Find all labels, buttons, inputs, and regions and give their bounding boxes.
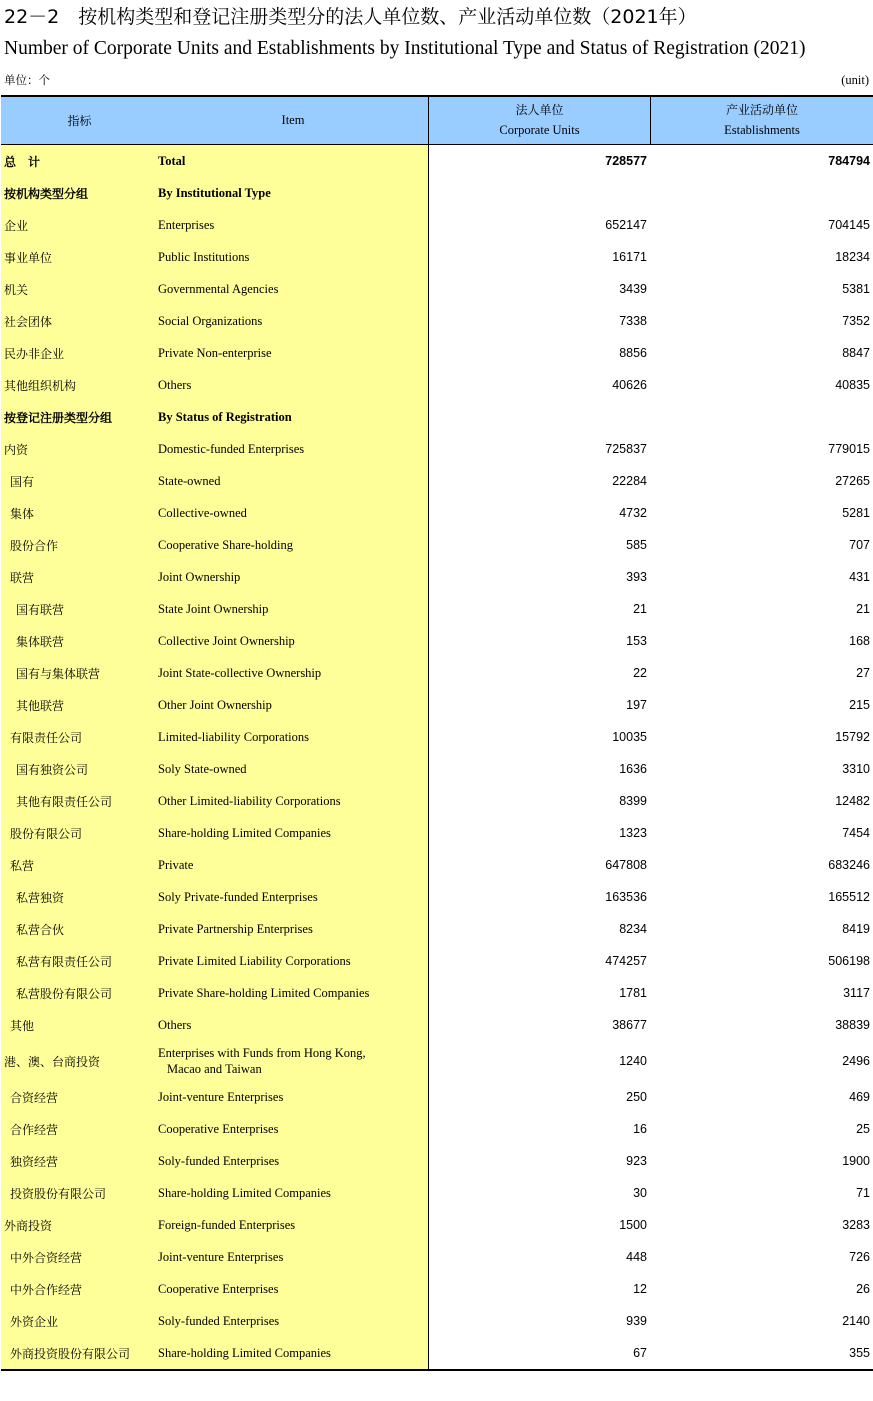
row-establishments: 5281 bbox=[842, 506, 870, 520]
row-corporate-units: 163536 bbox=[605, 890, 647, 904]
row-item-en: State Joint Ownership bbox=[158, 602, 269, 616]
row-item-en: By Status of Registration bbox=[158, 410, 292, 424]
row-item-en: Joint-venture Enterprises bbox=[158, 1250, 284, 1264]
row-corporate-units: 4732 bbox=[619, 506, 647, 520]
row-indicator-cn: 港、澳、台商投资 bbox=[4, 1054, 101, 1069]
row-item-en: Share-holding Limited Companies bbox=[158, 826, 331, 840]
row-establishments: 8847 bbox=[842, 346, 870, 360]
row-corporate-units bbox=[429, 177, 651, 209]
row-establishments: 2496 bbox=[842, 1054, 870, 1068]
row-establishments: 25 bbox=[856, 1122, 870, 1136]
row-establishments: 168 bbox=[849, 634, 870, 648]
row-indicator-cn: 总 计 bbox=[4, 154, 41, 169]
table-row bbox=[1, 1081, 873, 1113]
row-establishments: 18234 bbox=[835, 250, 870, 264]
row-indicator-cn: 私营有限责任公司 bbox=[16, 954, 113, 969]
row-establishments: 707 bbox=[849, 538, 870, 552]
row-item-en: Private bbox=[158, 858, 194, 872]
row-indicator-cn: 国有与集体联营 bbox=[16, 666, 101, 681]
table-row bbox=[1, 1145, 873, 1177]
table-row bbox=[1, 465, 873, 497]
row-item-en: Share-holding Limited Companies bbox=[158, 1186, 331, 1200]
header-corporate-units-en: Corporate Units bbox=[499, 123, 580, 138]
row-indicator-cn: 国有 bbox=[10, 474, 35, 489]
row-establishments: 2140 bbox=[842, 1314, 870, 1328]
row-item-en: Joint Ownership bbox=[158, 570, 241, 584]
table-row bbox=[1, 177, 873, 209]
row-establishments: 469 bbox=[849, 1090, 870, 1104]
row-indicator-cn: 合资经营 bbox=[10, 1090, 59, 1105]
row-establishments: 3117 bbox=[843, 986, 870, 1000]
row-establishments: 27265 bbox=[835, 474, 870, 488]
row-corporate-units: 647808 bbox=[605, 858, 647, 872]
row-item-en: Cooperative Enterprises bbox=[158, 1282, 279, 1296]
header-corporate-units bbox=[429, 97, 651, 144]
table-row bbox=[1, 1337, 873, 1369]
row-establishments: 1900 bbox=[842, 1154, 870, 1168]
table-row bbox=[1, 657, 873, 689]
row-indicator-cn: 私营 bbox=[10, 858, 35, 873]
row-establishments: 784794 bbox=[828, 154, 870, 168]
table-row bbox=[1, 593, 873, 625]
table-row bbox=[1, 145, 873, 177]
header-indicator: 指标 bbox=[67, 114, 92, 128]
row-establishments: 5381 bbox=[842, 282, 870, 296]
row-indicator-cn: 企业 bbox=[4, 218, 29, 233]
row-item-en: Public Institutions bbox=[158, 250, 250, 264]
table-row bbox=[1, 721, 873, 753]
unit-label-chinese: 单位：个 bbox=[4, 73, 50, 87]
row-indicator-cn: 私营合伙 bbox=[16, 922, 65, 937]
row-establishments: 27 bbox=[856, 666, 870, 680]
row-establishments bbox=[651, 177, 873, 209]
row-establishments: 7352 bbox=[842, 314, 870, 328]
row-corporate-units bbox=[429, 401, 651, 433]
row-corporate-units: 22284 bbox=[612, 474, 647, 488]
row-indicator-cn: 股份有限公司 bbox=[10, 826, 83, 841]
table-row bbox=[1, 401, 873, 433]
row-corporate-units: 40626 bbox=[612, 378, 647, 392]
title-chinese: 22－2 按机构类型和登记注册类型分的法人单位数、产业活动单位数（2021年） bbox=[4, 6, 697, 28]
row-item-en: Governmental Agencies bbox=[158, 282, 279, 296]
row-establishments: 21 bbox=[856, 602, 870, 616]
table-row bbox=[1, 881, 873, 913]
row-corporate-units: 22 bbox=[633, 666, 647, 680]
row-corporate-units: 448 bbox=[626, 1250, 647, 1264]
table-row bbox=[1, 529, 873, 561]
table-row bbox=[1, 1273, 873, 1305]
row-item-en: Collective-owned bbox=[158, 506, 247, 520]
row-establishments: 3310 bbox=[842, 762, 870, 776]
row-item-en: Share-holding Limited Companies bbox=[158, 1346, 331, 1360]
row-corporate-units: 197 bbox=[626, 698, 647, 712]
row-establishments: 215 bbox=[849, 698, 870, 712]
row-item-en: Others bbox=[158, 378, 192, 392]
row-indicator-cn: 国有联营 bbox=[16, 602, 65, 617]
row-indicator-cn: 投资股份有限公司 bbox=[10, 1186, 107, 1201]
table-row bbox=[1, 1041, 873, 1081]
row-establishments: 26 bbox=[856, 1282, 870, 1296]
row-item-en: Joint State-collective Ownership bbox=[158, 666, 322, 680]
row-corporate-units: 8856 bbox=[619, 346, 647, 360]
row-item-en: Soly Private-funded Enterprises bbox=[158, 890, 318, 904]
row-indicator-cn: 中外合资经营 bbox=[10, 1250, 83, 1265]
row-corporate-units: 250 bbox=[626, 1090, 647, 1104]
row-indicator-cn: 国有独资公司 bbox=[16, 762, 89, 777]
table-row bbox=[1, 1177, 873, 1209]
row-indicator-cn: 集体 bbox=[10, 506, 35, 521]
row-item-en: Private Partnership Enterprises bbox=[158, 922, 313, 936]
row-item-en: Enterprises bbox=[158, 218, 215, 232]
row-indicator-cn: 其他 bbox=[10, 1018, 35, 1033]
table-row bbox=[1, 497, 873, 529]
row-corporate-units: 38677 bbox=[612, 1018, 647, 1032]
row-indicator-cn: 私营独资 bbox=[16, 890, 65, 905]
row-item-en: Others bbox=[158, 1018, 192, 1032]
row-indicator-cn: 其他联营 bbox=[16, 698, 65, 713]
row-establishments: 779015 bbox=[828, 442, 870, 456]
row-establishments bbox=[651, 401, 873, 433]
row-indicator-cn: 有限责任公司 bbox=[10, 730, 83, 745]
row-establishments: 704145 bbox=[828, 218, 870, 232]
row-corporate-units: 939 bbox=[626, 1314, 647, 1328]
row-establishments: 506198 bbox=[828, 954, 870, 968]
row-item-en: By Institutional Type bbox=[158, 186, 271, 200]
row-corporate-units: 8234 bbox=[619, 922, 647, 936]
row-corporate-units: 8399 bbox=[619, 794, 647, 808]
table-row bbox=[1, 753, 873, 785]
row-item-en: Limited-liability Corporations bbox=[158, 730, 310, 744]
row-indicator-cn: 社会团体 bbox=[4, 314, 53, 329]
row-corporate-units: 393 bbox=[626, 570, 647, 584]
table-row bbox=[1, 561, 873, 593]
row-indicator-cn: 外资企业 bbox=[10, 1314, 59, 1329]
row-establishments: 7454 bbox=[842, 826, 870, 840]
table-row bbox=[1, 785, 873, 817]
row-establishments: 165512 bbox=[828, 890, 870, 904]
row-corporate-units: 1500 bbox=[619, 1218, 647, 1232]
row-item-en: Collective Joint Ownership bbox=[158, 634, 295, 648]
header-establishments-cn: 产业活动单位 bbox=[725, 102, 798, 117]
row-indicator-cn: 民办非企业 bbox=[4, 346, 65, 361]
row-item-en: Private Non-enterprise bbox=[158, 346, 272, 360]
statistics-table bbox=[1, 95, 873, 1371]
table-row bbox=[1, 241, 873, 273]
row-corporate-units: 725837 bbox=[605, 442, 647, 456]
row-indicator-cn: 内资 bbox=[4, 442, 29, 457]
row-item-en: Soly State-owned bbox=[158, 762, 247, 776]
table-row bbox=[1, 1113, 873, 1145]
table-row bbox=[1, 689, 873, 721]
row-item-en: Soly-funded Enterprises bbox=[158, 1314, 280, 1328]
header-item: Item bbox=[158, 97, 429, 144]
row-item-en: Cooperative Enterprises bbox=[158, 1122, 279, 1136]
row-item-en: Domestic-funded Enterprises bbox=[158, 442, 305, 456]
table-row bbox=[1, 273, 873, 305]
unit-label-english: (unit) bbox=[841, 73, 869, 87]
header-establishments bbox=[651, 97, 873, 144]
row-corporate-units: 12 bbox=[633, 1282, 647, 1296]
row-establishments: 12482 bbox=[835, 794, 870, 808]
header-establishments-en: Establishments bbox=[724, 123, 800, 138]
table-row bbox=[1, 433, 873, 465]
table-body bbox=[1, 145, 873, 1369]
row-establishments: 15792 bbox=[835, 730, 870, 744]
row-indicator-cn: 联营 bbox=[10, 570, 35, 585]
row-indicator-cn: 按登记注册类型分组 bbox=[4, 410, 113, 425]
row-corporate-units: 728577 bbox=[605, 154, 647, 168]
row-indicator-cn: 集体联营 bbox=[16, 634, 65, 649]
row-corporate-units: 67 bbox=[633, 1346, 647, 1360]
row-corporate-units: 7338 bbox=[619, 314, 647, 328]
table-row bbox=[1, 817, 873, 849]
table-row bbox=[1, 625, 873, 657]
row-indicator-cn: 其他有限责任公司 bbox=[16, 794, 113, 809]
row-establishments: 726 bbox=[849, 1250, 870, 1264]
row-establishments: 40835 bbox=[835, 378, 870, 392]
row-item-en: Other Limited-liability Corporations bbox=[158, 794, 341, 808]
table-row bbox=[1, 977, 873, 1009]
table-row bbox=[1, 849, 873, 881]
table-row bbox=[1, 209, 873, 241]
row-corporate-units: 1781 bbox=[619, 986, 647, 1000]
row-corporate-units: 21 bbox=[633, 602, 647, 616]
row-item-en: Social Organizations bbox=[158, 314, 263, 328]
row-item-en: Joint-venture Enterprises bbox=[158, 1090, 284, 1104]
table-row bbox=[1, 1305, 873, 1337]
row-establishments: 431 bbox=[849, 570, 870, 584]
row-indicator-cn: 按机构类型分组 bbox=[4, 186, 89, 201]
row-indicator-cn: 中外合作经营 bbox=[10, 1282, 83, 1297]
row-item-en: Foreign-funded Enterprises bbox=[158, 1218, 296, 1232]
row-item-en: Private Limited Liability Corporations bbox=[158, 954, 351, 968]
row-indicator-cn: 独资经营 bbox=[10, 1154, 59, 1169]
row-establishments: 38839 bbox=[835, 1018, 870, 1032]
table-row bbox=[1, 913, 873, 945]
row-indicator-cn: 其他组织机构 bbox=[4, 378, 77, 393]
row-item-en: Private Share-holding Limited Companies bbox=[158, 986, 370, 1000]
row-establishments: 71 bbox=[856, 1186, 870, 1200]
table-row bbox=[1, 945, 873, 977]
row-indicator-cn: 外商投资股份有限公司 bbox=[10, 1346, 131, 1361]
row-corporate-units: 30 bbox=[633, 1186, 647, 1200]
row-indicator-cn: 私营股份有限公司 bbox=[16, 986, 113, 1001]
row-item-en: Total bbox=[158, 154, 186, 168]
row-item-en: State-owned bbox=[158, 474, 221, 488]
row-establishments: 683246 bbox=[828, 858, 870, 872]
row-corporate-units: 10035 bbox=[612, 730, 647, 744]
table-row bbox=[1, 1209, 873, 1241]
row-indicator-cn: 机关 bbox=[4, 282, 29, 297]
row-indicator-cn: 合作经营 bbox=[10, 1122, 59, 1137]
row-establishments: 8419 bbox=[842, 922, 870, 936]
table-row bbox=[1, 305, 873, 337]
row-corporate-units: 153 bbox=[626, 634, 647, 648]
table-row bbox=[1, 1241, 873, 1273]
row-corporate-units: 585 bbox=[626, 538, 647, 552]
row-corporate-units: 1323 bbox=[619, 826, 647, 840]
row-corporate-units: 652147 bbox=[605, 218, 647, 232]
row-item-en: Other Joint Ownership bbox=[158, 698, 272, 712]
row-indicator-cn: 股份合作 bbox=[10, 538, 59, 553]
table-row bbox=[1, 337, 873, 369]
row-corporate-units: 923 bbox=[626, 1154, 647, 1168]
row-item-en: Cooperative Share-holding bbox=[158, 538, 294, 552]
row-corporate-units: 474257 bbox=[605, 954, 647, 968]
row-corporate-units: 16 bbox=[633, 1122, 647, 1136]
header-corporate-units-cn: 法人单位 bbox=[515, 102, 564, 117]
row-corporate-units: 16171 bbox=[612, 250, 647, 264]
row-establishments: 355 bbox=[849, 1346, 870, 1360]
row-corporate-units: 1636 bbox=[619, 762, 647, 776]
table-row bbox=[1, 369, 873, 401]
table-header bbox=[1, 97, 873, 145]
row-establishments: 3283 bbox=[842, 1218, 870, 1232]
title-english: Number of Corporate Units and Establishments by Institutional Type and Status of Registration (2021) bbox=[4, 38, 806, 59]
row-corporate-units: 1240 bbox=[619, 1054, 647, 1068]
row-item-en: Soly-funded Enterprises bbox=[158, 1154, 280, 1168]
row-corporate-units: 3439 bbox=[619, 282, 647, 296]
row-item-en: Enterprises with Funds from Hong Kong, Macao and Taiwan bbox=[158, 1046, 366, 1076]
row-indicator-cn: 外商投资 bbox=[4, 1218, 53, 1233]
table-row bbox=[1, 1009, 873, 1041]
row-indicator-cn: 事业单位 bbox=[4, 250, 53, 265]
